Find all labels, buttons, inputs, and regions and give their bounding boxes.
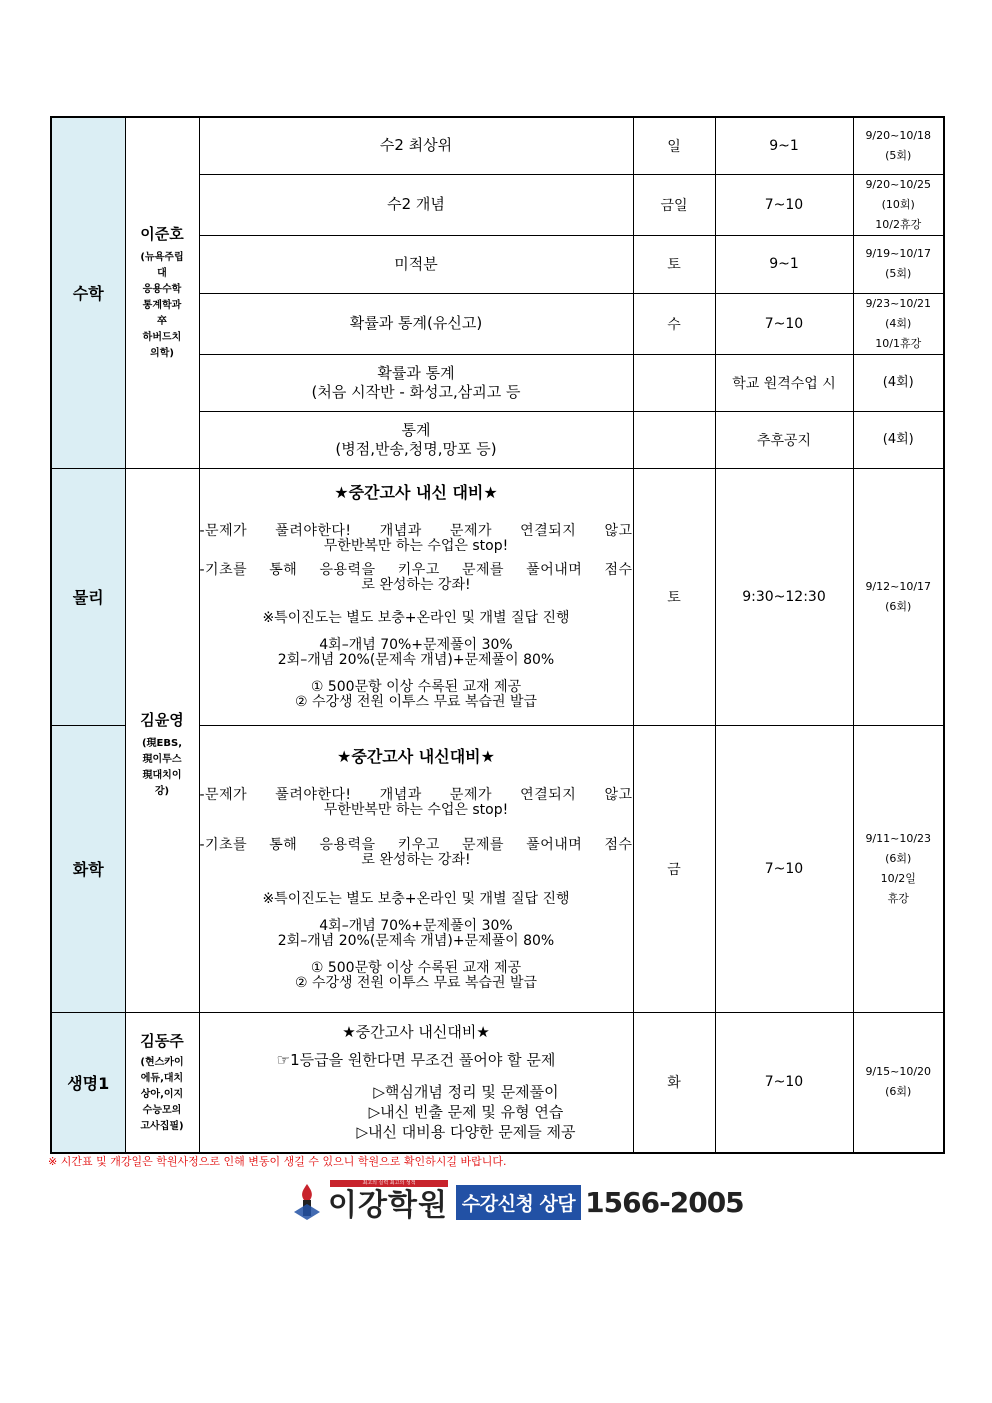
course-day: 토 bbox=[633, 235, 715, 293]
course-period: 9/12~10/17 (6회) bbox=[853, 468, 944, 725]
course-day: 일 bbox=[633, 117, 715, 174]
course-description: ★중간고사 내신대비★ -문제가 풀려야한다! 개념과 문제가 연결되지 않고 무한반복만 하는 수업은 stop! -기초를 통해 응용력을 키우고 문제를 풀어내며 점수 로 완성하는 강좌! ※특이진도는 별도 보충+온라인 및 개별 질답 진행 4회–개념 70%+문제풀이 30% 2회–개념 20%(문제속 개념)+문제풀이 80% ① 500문항 이상 수록된 교재 제공 ② 수강생 전원 이투스 무료 복습권 발급 bbox=[199, 725, 633, 1012]
course-day bbox=[633, 354, 715, 411]
course-period: (4회) bbox=[853, 411, 944, 468]
academy-tagline: 최고의 실력 최고의 성적 bbox=[330, 1180, 448, 1187]
teacher-name: 이준호 bbox=[140, 225, 184, 244]
course-title: 확률과 통계 (처음 시작반 - 화성고,삼괴고 등 bbox=[199, 354, 633, 411]
subject-cell: 수학 bbox=[51, 117, 125, 468]
teacher-bio: (現EBS, 現이투스 現대치이 강) bbox=[141, 737, 183, 797]
course-title: 확률과 통계(유신고) bbox=[199, 293, 633, 354]
course-day: 수 bbox=[633, 293, 715, 354]
course-period: 9/20~10/25 (10회) 10/2휴강 bbox=[853, 174, 944, 235]
course-day: 금 bbox=[633, 725, 715, 1012]
teacher-name: 김윤영 bbox=[140, 710, 184, 729]
academy-logo bbox=[290, 1180, 744, 1224]
course-heading: ★중간고사 내신대비★ bbox=[342, 1023, 490, 1042]
course-heading: ★중간고사 내신대비★ bbox=[337, 746, 495, 766]
course-time: 추후공지 bbox=[715, 411, 853, 468]
table-row bbox=[51, 117, 944, 174]
course-description: ★중간고사 내신대비★ ☞1등급을 원한다면 무조건 풀어야 할 문제 ▷핵심개념 정리 및 문제풀이 ▷내신 빈출 문제 및 유형 연습 ▷내신 대비용 다양한 문제들 제공 bbox=[199, 1012, 633, 1153]
course-time: 9:30~12:30 bbox=[715, 468, 853, 725]
course-period: 9/20~10/18 (5회) bbox=[853, 117, 944, 174]
course-day: 토 bbox=[633, 468, 715, 725]
course-time: 9~1 bbox=[715, 117, 853, 174]
course-day bbox=[633, 411, 715, 468]
teacher-bio: (현스카이 에듀,대치 상아,이지 수능모의 고사집필) bbox=[140, 1056, 184, 1132]
table-row bbox=[51, 468, 944, 725]
subject-cell: 물리 bbox=[51, 468, 125, 725]
course-time: 7~10 bbox=[715, 174, 853, 235]
course-period: 9/11~10/23 (6회) 10/2일 휴강 bbox=[853, 725, 944, 1012]
schedule-notice: ※ 시간표 및 개강일은 학원사정으로 인해 변동이 생길 수 있으니 학원으로 확인하시길 바랍니다. bbox=[48, 1155, 507, 1168]
course-time: 7~10 bbox=[715, 1012, 853, 1153]
phone-number: 1566-2005 bbox=[585, 1185, 744, 1219]
course-title: 수2 개념 bbox=[199, 174, 633, 235]
torch-emblem-icon bbox=[290, 1182, 324, 1222]
course-day: 금일 bbox=[633, 174, 715, 235]
schedule-table bbox=[50, 116, 945, 1154]
consult-badge: 수강신청 상담 bbox=[456, 1185, 581, 1220]
course-time: 7~10 bbox=[715, 293, 853, 354]
teacher-name: 김동주 bbox=[140, 1031, 184, 1050]
course-period: 9/23~10/21 (4회) 10/1휴강 bbox=[853, 293, 944, 354]
course-time: 학교 원격수업 시 bbox=[715, 354, 853, 411]
teacher-cell bbox=[125, 1012, 199, 1153]
course-title: 수2 최상위 bbox=[199, 117, 633, 174]
course-day: 화 bbox=[633, 1012, 715, 1153]
table-row bbox=[51, 1012, 944, 1153]
course-description: ★중간고사 내신 대비★ -문제가 풀려야한다! 개념과 문제가 연결되지 않고 무한반복만 하는 수업은 stop! -기초를 통해 응용력을 키우고 문제를 풀어내며 점수 로 완성하는 강좌! ※특이진도는 별도 보충+온라인 및 개별 질답 진행 4회–개념 70%+문제풀이 30% 2회–개념 20%(문제속 개념)+문제풀이 80% ① 500문항 이상 수록된 교재 제공 ② 수강생 전원 이투스 무료 복습권 발급 bbox=[199, 468, 633, 725]
subject-cell: 생명1 bbox=[51, 1012, 125, 1153]
academy-name: 이강학원 bbox=[328, 1188, 448, 1223]
course-period: 9/15~10/20 (6회) bbox=[853, 1012, 944, 1153]
course-time: 7~10 bbox=[715, 725, 853, 1012]
course-period: (4회) bbox=[853, 354, 944, 411]
subject-cell: 화학 bbox=[51, 725, 125, 1012]
teacher-bio: (뉴욕주립 대 응용수학 통계학과 卒 하버드치 의학) bbox=[140, 252, 184, 360]
course-time: 9~1 bbox=[715, 235, 853, 293]
course-title: 통계 (병점,반송,청명,망포 등) bbox=[199, 411, 633, 468]
course-period: 9/19~10/17 (5회) bbox=[853, 235, 944, 293]
teacher-cell bbox=[125, 117, 199, 468]
course-title: 미적분 bbox=[199, 235, 633, 293]
course-heading: ★중간고사 내신 대비★ bbox=[334, 483, 498, 502]
teacher-cell bbox=[125, 468, 199, 1012]
